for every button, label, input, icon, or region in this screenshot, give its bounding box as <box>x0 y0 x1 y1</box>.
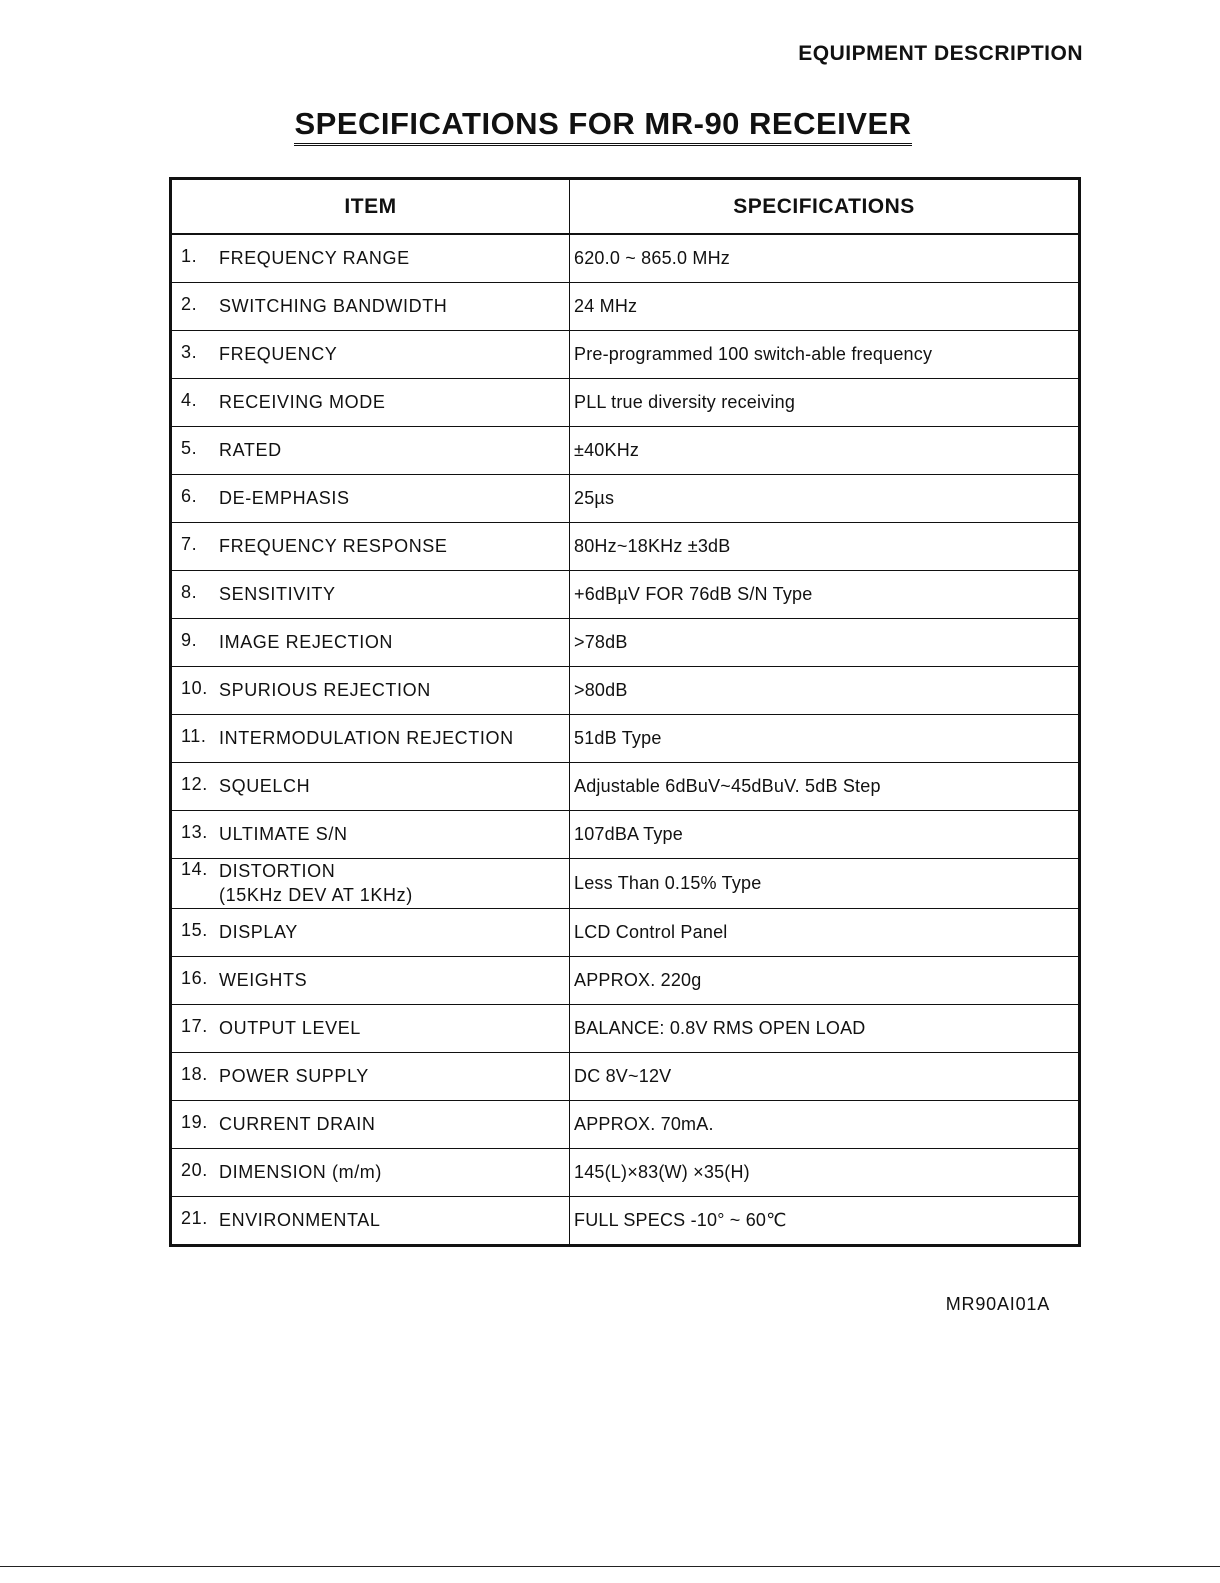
item-label: ENVIRONMENTAL <box>219 1209 381 1230</box>
item-number: 1. <box>181 246 198 267</box>
item-number: 5. <box>181 438 198 459</box>
item-label-group <box>219 774 310 798</box>
item-cell <box>171 715 570 763</box>
item-cell <box>171 908 570 956</box>
item-label-group <box>219 534 448 558</box>
item-sublabel: (15KHz DEV AT 1KHz) <box>219 885 413 906</box>
page-title <box>0 106 1206 146</box>
item-label-group <box>219 1112 375 1136</box>
item-label: FREQUENCY RESPONSE <box>219 536 448 557</box>
item-number: 6. <box>181 486 198 507</box>
specification-value: +6dBµV FOR 76dB S/N Type <box>570 571 1080 619</box>
item-label-group <box>219 968 307 992</box>
table-row <box>171 908 1080 956</box>
item-label: SWITCHING BANDWIDTH <box>219 296 448 317</box>
specification-value: LCD Control Panel <box>570 908 1080 956</box>
table-row <box>171 427 1080 475</box>
document-code: MR90AI01A <box>945 1294 1050 1314</box>
table-row <box>171 1052 1080 1100</box>
table-row <box>171 859 1080 909</box>
item-number: 18. <box>181 1063 208 1084</box>
item-label: RECEIVING MODE <box>219 392 386 413</box>
item-number: 20. <box>181 1159 208 1180</box>
specification-value: Less Than 0.15% Type <box>570 859 1080 909</box>
table-row <box>171 1196 1080 1245</box>
item-cell <box>171 859 570 909</box>
item-label: DISTORTION <box>219 861 336 881</box>
item-cell-content <box>181 246 569 270</box>
item-label-group <box>219 438 282 462</box>
specification-value: FULL SPECS -10° ~ 60℃ <box>574 1209 787 1230</box>
item-cell-content <box>181 534 569 558</box>
item-number: 11. <box>181 726 207 747</box>
item-cell-content <box>181 1208 569 1232</box>
item-label: WEIGHTS <box>219 969 308 990</box>
item-cell <box>171 763 570 811</box>
item-label-group <box>219 1016 361 1040</box>
item-cell <box>171 427 570 475</box>
item-cell <box>171 619 570 667</box>
table-header-row <box>171 179 1080 235</box>
table-row <box>171 283 1080 331</box>
specification-value: >80dB <box>570 667 1080 715</box>
table-row <box>171 523 1080 571</box>
item-label: DISPLAY <box>219 921 298 942</box>
table-body <box>171 234 1080 1245</box>
item-number: 12. <box>181 774 208 795</box>
specification-value: 107dBA Type <box>570 811 1080 859</box>
section-header: EQUIPMENT DESCRIPTION <box>798 42 1083 65</box>
item-number: 9. <box>181 630 198 651</box>
item-label: SENSITIVITY <box>219 584 336 605</box>
item-cell-content <box>181 859 569 908</box>
item-cell <box>171 811 570 859</box>
item-cell-content <box>181 1160 569 1184</box>
item-label-group <box>219 1064 369 1088</box>
item-label: RATED <box>219 440 282 461</box>
item-cell-content <box>181 294 569 318</box>
table-row <box>171 571 1080 619</box>
item-label-group <box>219 920 298 944</box>
item-label: INTERMODULATION REJECTION <box>219 728 514 749</box>
specification-value: DC 8V~12V <box>570 1052 1080 1100</box>
table-row <box>171 956 1080 1004</box>
item-label: IMAGE REJECTION <box>219 632 394 653</box>
item-cell <box>171 571 570 619</box>
item-cell-content <box>181 678 569 702</box>
specification-value: APPROX. 220g <box>570 956 1080 1004</box>
item-number: 4. <box>181 390 198 411</box>
item-label-group <box>219 822 348 846</box>
item-label: SQUELCH <box>219 776 311 797</box>
item-cell-content <box>181 630 569 654</box>
item-cell <box>171 523 570 571</box>
item-number: 10. <box>181 678 208 699</box>
item-cell <box>171 331 570 379</box>
item-cell-content <box>181 342 569 366</box>
table-row <box>171 379 1080 427</box>
specification-value: Adjustable 6dBuV~45dBuV. 5dB Step <box>570 763 1080 811</box>
table-row <box>171 234 1080 283</box>
table-row <box>171 1148 1080 1196</box>
specification-value: Pre-programmed 100 switch-able frequency <box>570 331 1080 379</box>
item-cell-content <box>181 1112 569 1136</box>
table-row <box>171 475 1080 523</box>
item-label: FREQUENCY <box>219 344 338 365</box>
item-cell <box>171 234 570 283</box>
table-row <box>171 763 1080 811</box>
specification-value: 51dB Type <box>570 715 1080 763</box>
item-cell-content <box>181 1064 569 1088</box>
item-number: 21. <box>181 1207 208 1228</box>
item-label-group <box>219 630 393 654</box>
item-cell <box>171 1052 570 1100</box>
item-label-group <box>219 390 385 414</box>
specification-value: PLL true diversity receiving <box>570 379 1080 427</box>
table-row <box>171 715 1080 763</box>
item-cell-content <box>181 390 569 414</box>
item-cell-content <box>181 774 569 798</box>
item-label-group <box>219 726 514 750</box>
item-cell <box>171 1004 570 1052</box>
item-label-group <box>219 486 350 510</box>
item-cell <box>171 956 570 1004</box>
specification-value: 145(L)×83(W) ×35(H) <box>570 1148 1080 1196</box>
item-label-group <box>219 342 337 366</box>
specification-value: ±40KHz <box>570 427 1080 475</box>
item-number: 3. <box>181 342 198 363</box>
table-row <box>171 811 1080 859</box>
item-cell-content <box>181 822 569 846</box>
item-cell-content <box>181 486 569 510</box>
item-number: 2. <box>181 294 198 315</box>
item-number: 16. <box>181 967 208 988</box>
specifications-table <box>169 177 1081 1247</box>
specification-value: 24 MHz <box>570 283 1080 331</box>
item-cell <box>171 283 570 331</box>
item-number: 19. <box>181 1111 208 1132</box>
table-row <box>171 1100 1080 1148</box>
item-cell-content <box>181 582 569 606</box>
item-label: SPURIOUS REJECTION <box>219 680 431 701</box>
specification-value: >78dB <box>570 619 1080 667</box>
item-label-group <box>219 294 447 318</box>
item-number: 7. <box>181 534 198 555</box>
item-cell <box>171 475 570 523</box>
item-number: 15. <box>181 919 208 940</box>
item-cell <box>171 667 570 715</box>
item-cell-content <box>181 920 569 944</box>
specification-value: 620.0 ~ 865.0 MHz <box>570 234 1080 283</box>
item-number: 13. <box>181 822 208 843</box>
item-number: 8. <box>181 582 198 603</box>
specification-value: BALANCE: 0.8V RMS OPEN LOAD <box>570 1004 1080 1052</box>
item-cell <box>171 1100 570 1148</box>
table-row <box>171 667 1080 715</box>
item-cell-content <box>181 438 569 462</box>
item-label: DIMENSION (m/m) <box>219 1161 382 1182</box>
item-label: DE-EMPHASIS <box>219 488 350 509</box>
item-label-group <box>219 1160 382 1184</box>
item-label-group <box>219 582 336 606</box>
item-label: ULTIMATE S/N <box>219 824 348 845</box>
item-cell <box>171 379 570 427</box>
item-cell <box>171 1148 570 1196</box>
item-label-group <box>219 246 410 270</box>
item-number: 14. <box>181 859 208 879</box>
item-label: OUTPUT LEVEL <box>219 1017 361 1038</box>
page-bottom-rule <box>0 1566 1220 1567</box>
item-cell <box>171 1196 570 1245</box>
page-title-text: SPECIFICATIONS FOR MR-90 RECEIVER <box>294 107 911 146</box>
table-row <box>171 619 1080 667</box>
table-row <box>171 1004 1080 1052</box>
specification-value: 80Hz~18KHz ±3dB <box>570 523 1080 571</box>
item-cell-content <box>181 968 569 992</box>
item-label-group <box>219 678 431 702</box>
item-label: FREQUENCY RANGE <box>219 248 410 269</box>
item-cell-content <box>181 726 569 750</box>
specification-value: 25µs <box>570 475 1080 523</box>
item-cell-content <box>181 1016 569 1040</box>
column-header-item: ITEM <box>171 179 570 235</box>
item-label: POWER SUPPLY <box>219 1065 369 1086</box>
table-row <box>171 331 1080 379</box>
item-label: CURRENT DRAIN <box>219 1113 376 1134</box>
item-label-group <box>219 859 413 908</box>
specification-value: APPROX. 70mA. <box>570 1100 1080 1148</box>
item-label-group <box>219 1208 381 1232</box>
column-header-specifications: SPECIFICATIONS <box>570 179 1080 235</box>
item-number: 17. <box>181 1015 208 1036</box>
